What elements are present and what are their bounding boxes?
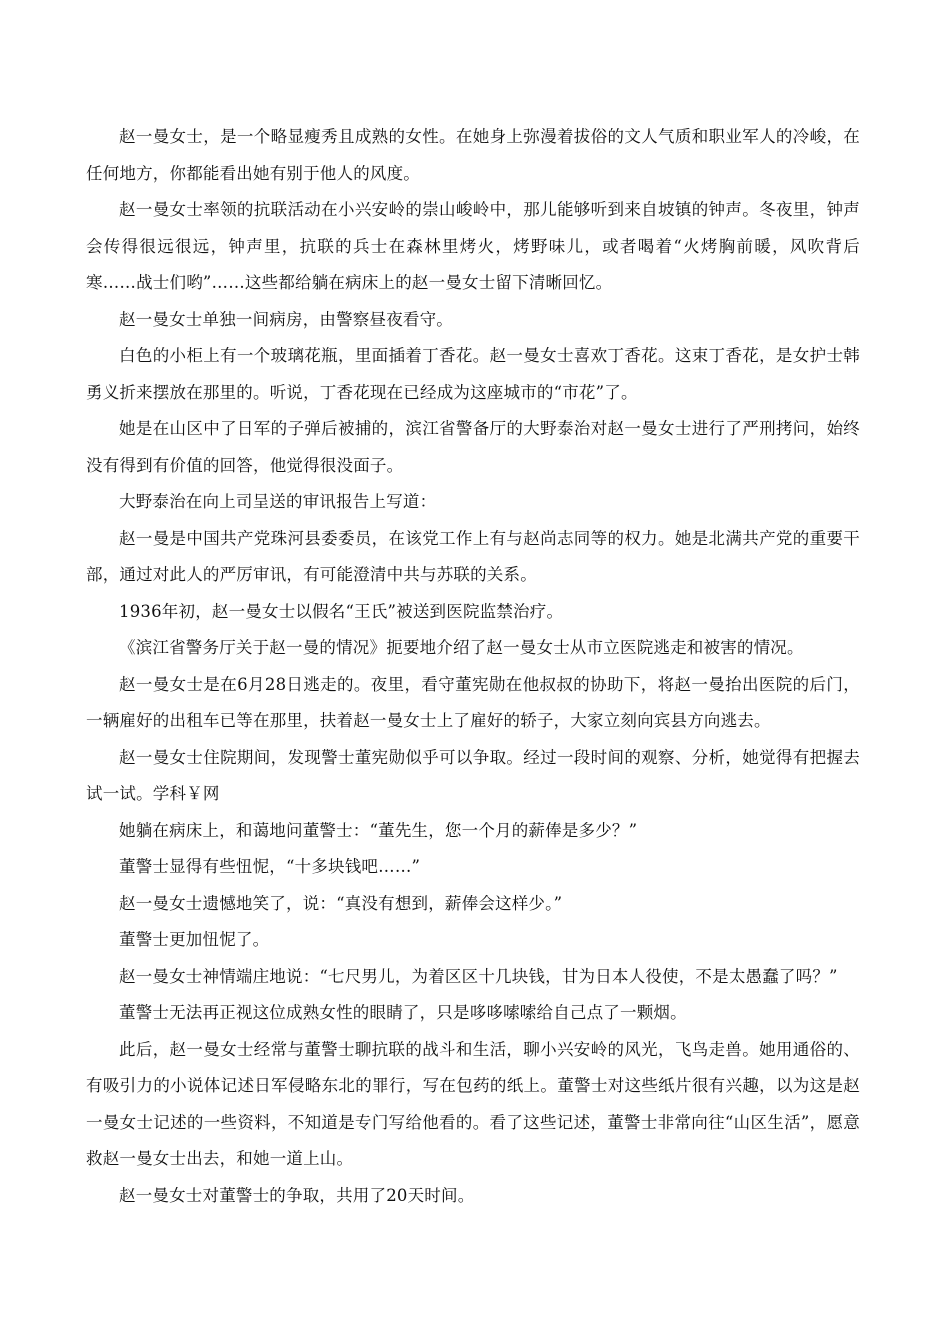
paragraph-13: 董警士显得有些忸怩，“十多块钱吧……” <box>119 857 421 876</box>
paragraph-9: 《滨江省警务厅关于赵一曼的情况》扼要地介绍了赵一曼女士从市立医院逃走和被害的情况。 <box>119 638 804 657</box>
paragraph-4: 白色的小柜上有一个玻璃花瓶，里面插着丁香花。赵一曼女士喜欢丁香花。这束丁香花，是女护士韩勇义折来摆放在那里的。听说，丁香花现在已经成为这座城市的“市花”了。 <box>86 346 860 402</box>
paragraph-18: 此后，赵一曼女士经常与董警士聊抗联的战斗和生活，聊小兴安岭的风光，飞鸟走兽。她用通俗的、有吸引力的小说体记述日军侵略东北的罪行，写在包药的纸上。董警士对这些纸片很有兴趣，以为这是赵一曼女士记述的一些资料，不知道是专门写给他看的。看了这些记述，董警士非常向往“山区生活”，愿意救赵一曼女士出去，和她一道上山。 <box>86 1039 860 1168</box>
paragraph-10: 赵一曼女士是在6月28日逃走的。夜里，看守董宪勋在他叔叔的协助下，将赵一曼抬出医院的后门，一辆雇好的出租车已等在那里，扶着赵一曼女士上了雇好的轿子，大家立刻向宾县方向逃去。 <box>86 674 860 730</box>
paragraph-1: 赵一曼女士，是一个略显瘦秀且成熟的女性。在她身上弥漫着拔俗的文人气质和职业军人的冷峻，在任何地方，你都能看出她有别于他人的风度。 <box>86 127 860 183</box>
paragraph-5: 她是在山区中了日军的子弹后被捕的，滨江省警备厅的大野泰治对赵一曼女士进行了严刑拷问，始终没有得到有价值的回答，他觉得很没面子。 <box>86 419 860 475</box>
paragraph-16: 赵一曼女士神情端庄地说：“七尺男儿，为着区区十几块钱，甘为日本人役使，不是太愚蠢了吗？” <box>119 966 838 986</box>
document-body <box>86 119 860 1214</box>
paragraph-12: 她躺在病床上，和蔼地问董警士：“董先生，您一个月的薪俸是多少？” <box>119 820 638 840</box>
paragraph-15: 董警士更加忸怩了。 <box>119 930 270 949</box>
paragraph-11: 赵一曼女士住院期间，发现警士董宪勋似乎可以争取。经过一段时间的观察、分析，她觉得有把握去试一试。学科￥网 <box>86 747 860 803</box>
paragraph-19: 赵一曼女士对董警士的争取，共用了20天时间。 <box>119 1185 475 1205</box>
paragraph-7: 赵一曼是中国共产党珠河县委委员，在该党工作上有与赵尚志同等的权力。她是北满共产党的重要干部，通过对此人的严厉审讯，有可能澄清中共与苏联的关系。 <box>86 528 860 584</box>
paragraph-14: 赵一曼女士遗憾地笑了，说：“真没有想到，薪俸会这样少。” <box>119 893 563 913</box>
paragraph-2: 赵一曼女士率领的抗联活动在小兴安岭的崇山峻岭中，那儿能够听到来自坡镇的钟声。冬夜里，钟声会传得很远很远，钟声里，抗联的兵士在森林里烤火，烤野味儿，或者喝着“火烤胸前暖，风吹背后寒……战士们哟”……这些都给躺在病床上的赵一曼女士留下清晰回忆。 <box>86 200 860 292</box>
paragraph-3: 赵一曼女士单独一间病房，由警察昼夜看守。 <box>119 309 453 329</box>
paragraph-8: 1936年初，赵一曼女士以假名“王氏”被送到医院监禁治疗。 <box>119 601 564 621</box>
paragraph-6: 大野泰治在向上司呈送的审讯报告上写道： <box>119 492 437 511</box>
paragraph-17: 董警士无法再正视这位成熟女性的眼睛了，只是哆哆嗦嗦给自己点了一颗烟。 <box>119 1003 687 1022</box>
